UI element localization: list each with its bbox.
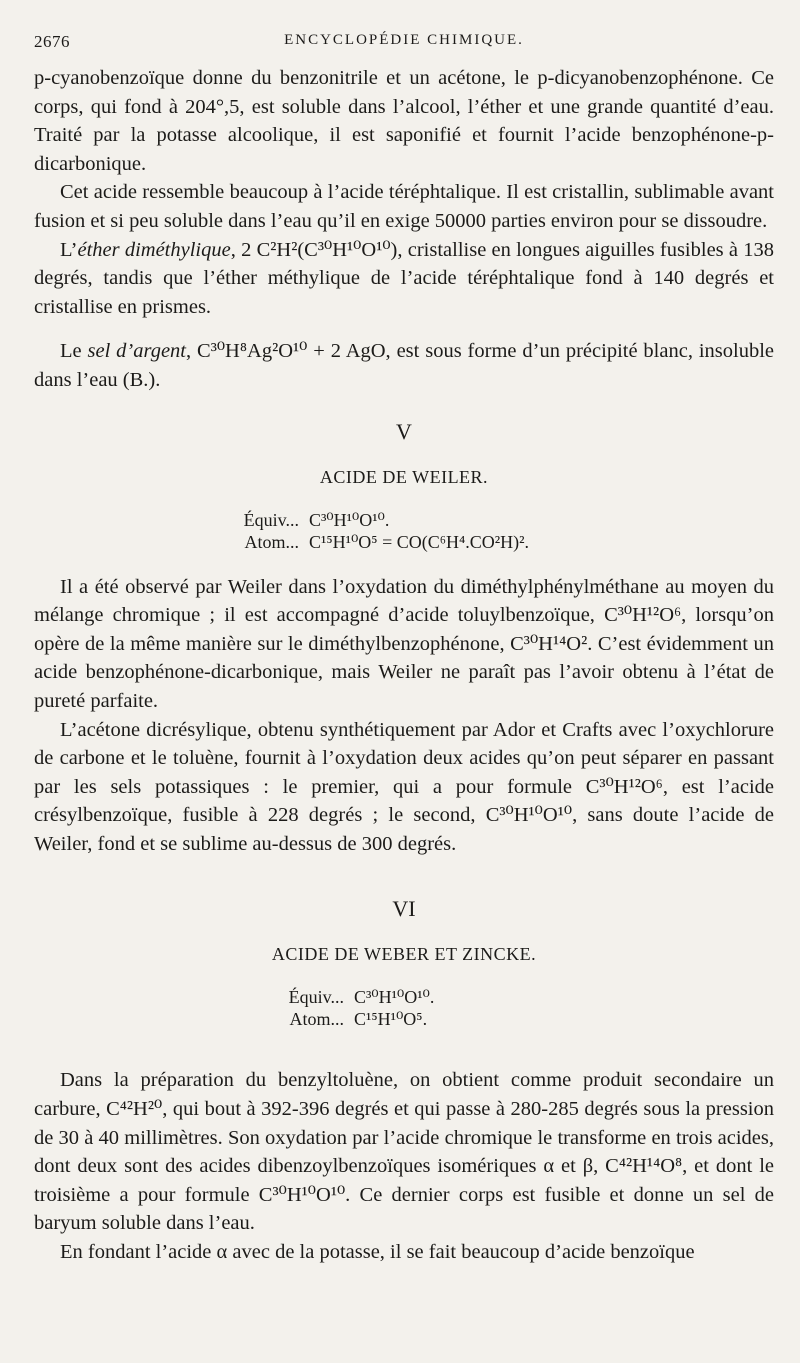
paragraph-continuation: p-cyanobenzoïque donne du benzonitrile et un acétone, le p-dicyanobenzophénone. Ce corps, qui fond à 204°,5, est soluble dans l’alcool, l’éther et une grande quantité d’eau. Traité par la potasse alcoolique, il est saponifié et fournit l’acide benzophénone-p-dicarbonique.: [34, 67, 774, 175]
paragraph-benzyltoluene: Dans la préparation du benzyltoluène, on obtient comme produit secondaire un carbure, C⁴²H²⁰, qui bout à 392-396 degrés et qui passe à 280-285 degrés sous la pression de 30 à 40 millimètres. Son oxydation par l’acide chromique le transforme en trois acides, dont deux sont des acides dibenzoylbenzoïques isomériques α et β, C⁴²H¹⁴O⁸, et dont le troisième a pour formule C³⁰H¹⁰O¹⁰. Ce dernier corps est fusible et donne un sel de baryum soluble dans l’eau.: [34, 1069, 774, 1235]
term-italic: éther diméthylique: [77, 238, 231, 261]
section-number: V: [396, 418, 412, 444]
formula-block: [254, 986, 774, 1030]
paragraph-dicresylic-acetone: L’acétone dicrésylique, obtenu synthétiquement par Ador et Crafts avec l’oxychlorure de carbone et le toluène, fournit à l’oxydation deux acides qu’on peut séparer en passant par les sels potassiques : le premier, qui a pour formule C³⁰H¹²O⁶, est l’acide crésylbenzoïque, fusible à 228 degrés ; le second, C³⁰H¹⁰O¹⁰, sans doute l’acide de Weiler, fond et se sublime au-dessus de 300 degrés.: [34, 718, 774, 855]
paragraph-silver-salt: Le sel d’argent, C³⁰H⁸Ag²O¹⁰ + 2 AgO, est sous forme d’un précipité blanc, insoluble dans l’eau (B.).: [34, 340, 774, 391]
formula-row-atom: Atom... C¹⁵H¹⁰O⁵.: [289, 1009, 428, 1030]
section-title: ACIDE DE WEILER.: [319, 466, 489, 487]
formula-row-atom: Atom... C¹⁵H¹⁰O⁵ = CO(C⁶H⁴.CO²H)².: [244, 531, 530, 552]
page-number: 2676: [34, 32, 70, 51]
paragraph-potash-fusion: En fondant l’acide α avec de la potasse, il se fait beaucoup d’acide benzoïque: [60, 1241, 695, 1264]
paragraph-weiler: Il a été observé par Weiler dans l’oxydation du diméthylphénylméthane au moyen du mélange chromique ; il est accompagné d’acide toluylbenzoïque, C³⁰H¹²O⁶, lorsqu’on opère de la même manière sur le diméthylbenzophénone, C³⁰H¹⁴O². C’est évidemment un acide benzophénone-dicarbonique, mais Weiler ne paraît pas l’avoir obtenu à l’état de pureté parfaite.: [34, 575, 774, 712]
section-title: ACIDE DE WEBER ET ZINCKE.: [271, 944, 537, 965]
paragraph-acid-description: Cet acide ressemble beaucoup à l’acide téréphtalique. Il est cristallin, sublimable avant fusion et si peu soluble dans l’eau qu’il en exige 50000 parties environ pour se dissoudre.: [34, 181, 774, 232]
formula-row-equiv: Équiv... C³⁰H¹⁰O¹⁰.: [243, 509, 390, 530]
term-italic: sel d’argent: [87, 340, 187, 363]
running-title: ENCYCLOPÉDIE CHIMIQUE.: [284, 32, 524, 48]
page-header: [34, 32, 774, 56]
section-number: VI: [392, 896, 416, 922]
formula-row-equiv: Équiv... C³⁰H¹⁰O¹⁰.: [288, 987, 435, 1008]
page-content: [34, 64, 774, 1267]
formula-block: [209, 509, 774, 553]
paragraph-dimethyl-ether: L’éther diméthylique, 2 C²H²(C³⁰H¹⁰O¹⁰), cristallise en longues aiguilles fusibles à 138 degrés, tandis que l’éther méthylique de l’acide téréphtalique fond à 140 degrés et cristallise en prismes.: [34, 238, 774, 318]
